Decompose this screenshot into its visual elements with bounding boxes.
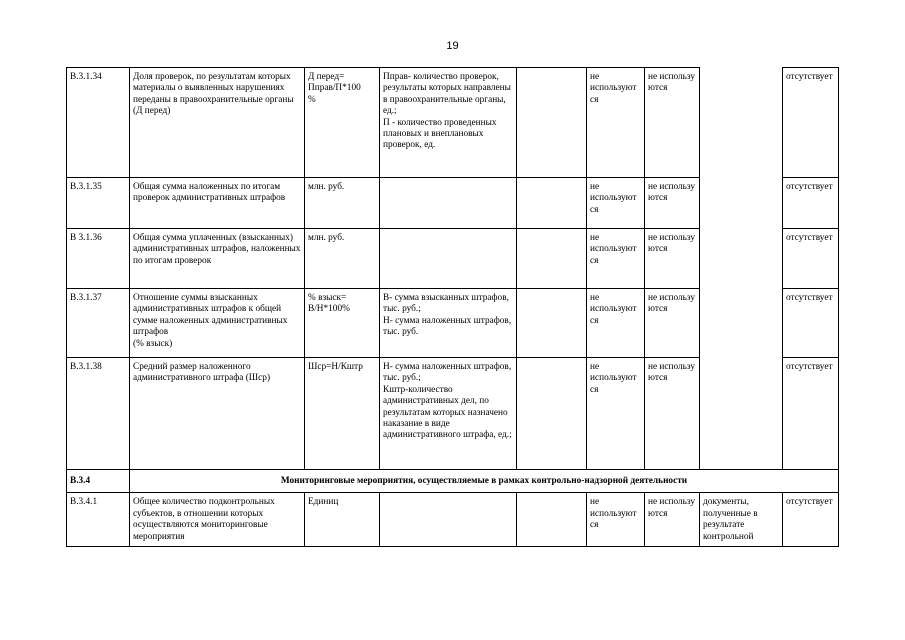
- indicator-code: В.3.1.38: [67, 358, 130, 470]
- indicator-code: В.3.1.35: [67, 178, 130, 229]
- cell-col7: не использу ются: [645, 493, 700, 547]
- indicator-name: Отношение суммы взысканных административных штрафов к общей сумме наложенных административных штрафов (% взыск): [130, 289, 305, 358]
- indicator-params: [380, 493, 517, 547]
- cell-col5: [517, 289, 587, 358]
- table-body: [67, 68, 839, 547]
- cell-col8: [700, 358, 783, 470]
- cell-col9: отсутствует: [783, 493, 839, 547]
- cell-col7: не использу ются: [645, 178, 700, 229]
- table-row: [67, 68, 839, 178]
- indicator-name: Общая сумма уплаченных (взысканных) административных штрафов, наложенных по итогам проверок: [130, 229, 305, 289]
- cell-col8: [700, 178, 783, 229]
- cell-col7: не использу ются: [645, 229, 700, 289]
- cell-col5: [517, 229, 587, 289]
- cell-col5: [517, 358, 587, 470]
- table-row: [67, 289, 839, 358]
- table-row: [67, 358, 839, 470]
- cell-col6: не используют ся: [587, 178, 645, 229]
- cell-col8: [700, 289, 783, 358]
- indicator-code: В 3.1.36: [67, 229, 130, 289]
- section-title: Мониторинговые мероприятия, осуществляемые в рамках контрольно-надзорной деятельности: [130, 470, 839, 493]
- indicator-name: Общая сумма наложенных по итогам проверок административных штрафов: [130, 178, 305, 229]
- indicator-params: [380, 229, 517, 289]
- cell-col6: не используют ся: [587, 493, 645, 547]
- section-code: В.3.4: [67, 470, 130, 493]
- indicator-name: Средний размер наложенного административного штрафа (Шср): [130, 358, 305, 470]
- cell-col6: не используют ся: [587, 289, 645, 358]
- cell-col8: [700, 229, 783, 289]
- cell-col5: [517, 178, 587, 229]
- indicators-table: [66, 67, 839, 547]
- indicator-params: В- сумма взысканных штрафов, тыс. руб.; Н- сумма наложенных штрафов, тыс. руб.: [380, 289, 517, 358]
- cell-col5: [517, 493, 587, 547]
- section-row: [67, 470, 839, 493]
- cell-col6: не используют ся: [587, 68, 645, 178]
- page-number: 19: [446, 40, 459, 52]
- cell-col7: не использу ются: [645, 289, 700, 358]
- indicator-formula: Д перед= Пправ/П*100 %: [305, 68, 380, 178]
- indicator-params: Пправ- количество проверок, результаты которых направлены в правоохранительные органы, ед.; П - количество проведенных плановых и внеплановых проверок, ед.: [380, 68, 517, 178]
- indicator-formula: Единиц: [305, 493, 380, 547]
- indicator-code: В.3.1.37: [67, 289, 130, 358]
- indicator-params: Н- сумма наложенных штрафов, тыс. руб.; Кштр-количество административных дел, по результатам которых назначено наказание в виде административного штрафа, ед.;: [380, 358, 517, 470]
- cell-col8: [700, 68, 783, 178]
- table-row: [67, 229, 839, 289]
- indicator-formula: % взыск= В/Н*100%: [305, 289, 380, 358]
- last-table-row: [67, 493, 839, 547]
- cell-col9: отсутствует: [783, 289, 839, 358]
- indicator-params: [380, 178, 517, 229]
- indicator-name: Доля проверок, по результатам которых материалы о выявленных нарушениях переданы в правоохранительные органы (Д перед): [130, 68, 305, 178]
- indicator-formula: Шср=Н/Кштр: [305, 358, 380, 470]
- cell-col5: [517, 68, 587, 178]
- cell-col7: не использу ются: [645, 358, 700, 470]
- cell-col6: не используют ся: [587, 229, 645, 289]
- cell-col9: отсутствует: [783, 178, 839, 229]
- indicator-formula: млн. руб.: [305, 178, 380, 229]
- cell-col9: отсутствует: [783, 358, 839, 470]
- cell-col9: отсутствует: [783, 229, 839, 289]
- indicator-code: В.3.1.34: [67, 68, 130, 178]
- table-row: [67, 178, 839, 229]
- indicator-code: В.3.4.1: [67, 493, 130, 547]
- indicator-name: Общее количество подконтрольных субъектов, в отношении которых осуществляются мониторинговые мероприятия: [130, 493, 305, 547]
- cell-col7: не использу ются: [645, 68, 700, 178]
- indicator-formula: млн. руб.: [305, 229, 380, 289]
- cell-col8: документы, полученные в результате контрольной: [700, 493, 783, 547]
- cell-col6: не используют ся: [587, 358, 645, 470]
- cell-col9: отсутствует: [783, 68, 839, 178]
